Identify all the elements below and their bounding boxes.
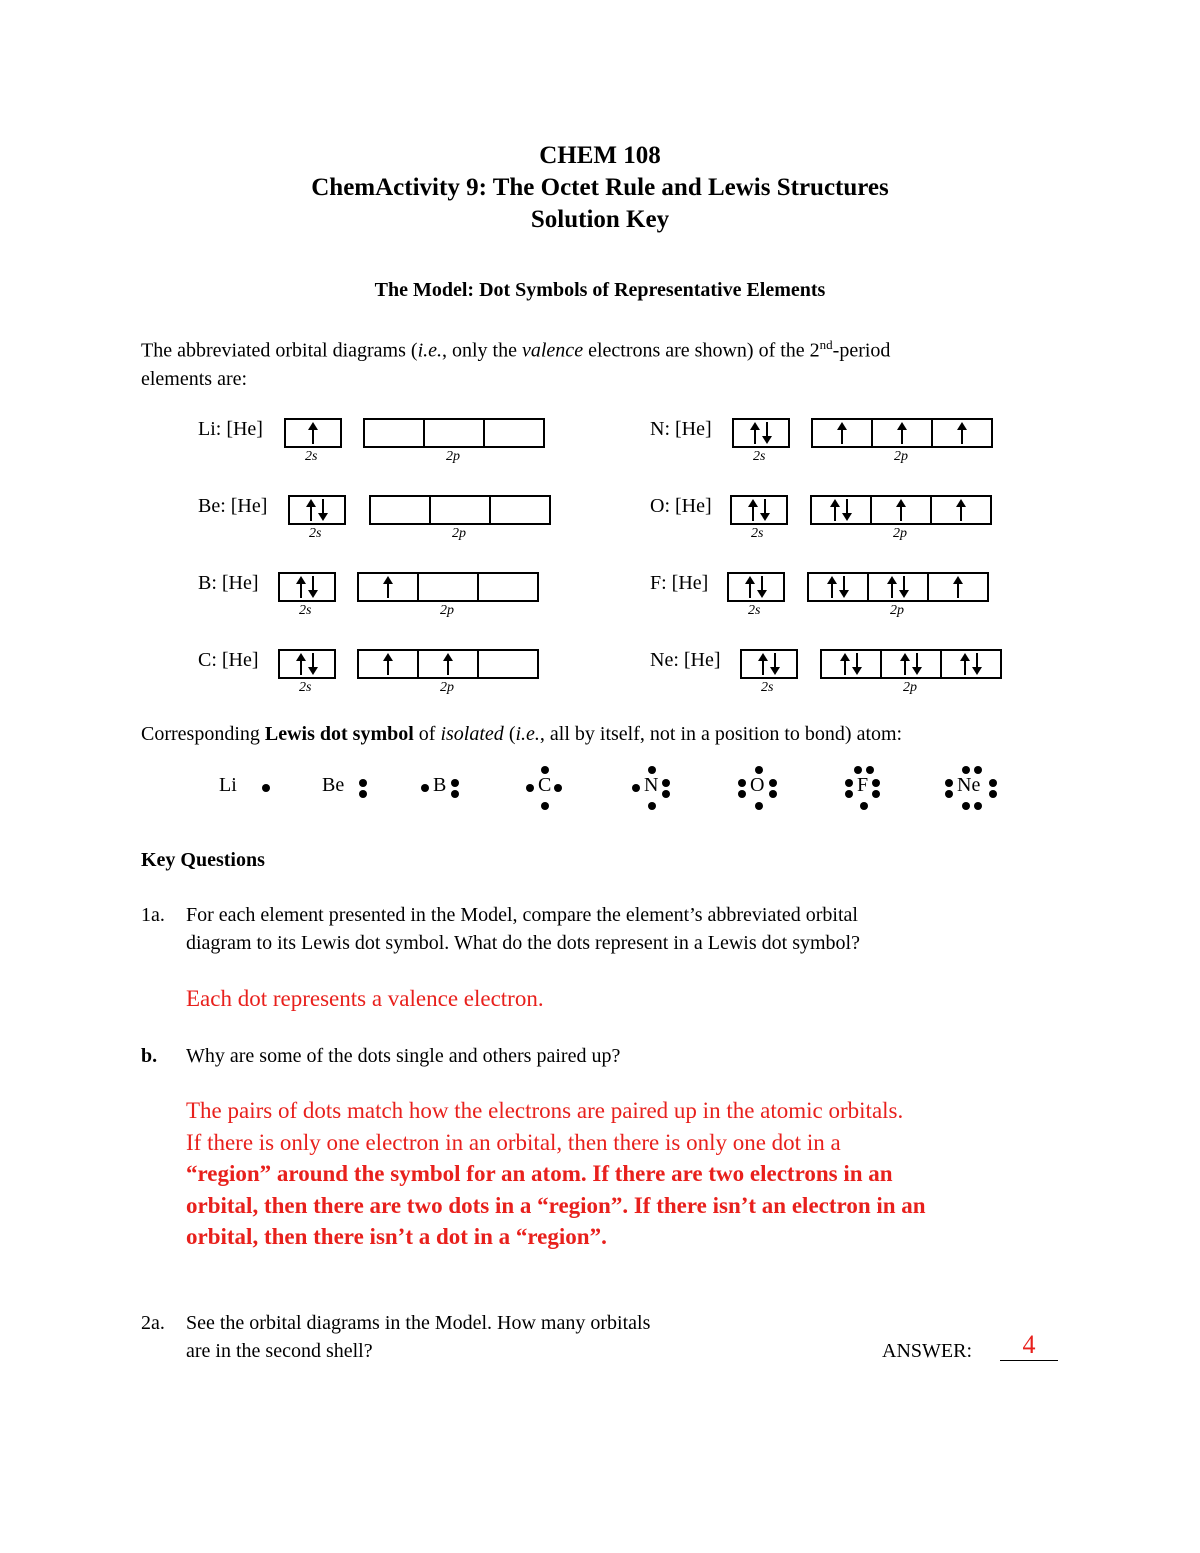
electron-dot [945, 779, 953, 787]
spin-up-arrow [952, 575, 964, 599]
question-2a-number: 2a. [141, 1312, 165, 1334]
orbital-2s-label: 2s [309, 526, 322, 541]
electron-dot [738, 790, 746, 798]
orbital-2s-box [740, 649, 798, 679]
orbital-occupancy [431, 497, 489, 523]
orbital-2s-label: 2s [751, 526, 764, 541]
element-label: Be: [He] [198, 495, 268, 517]
orbital-2s-box [288, 495, 346, 525]
element-label: F: [He] [650, 572, 709, 594]
spin-up-arrow [839, 652, 851, 676]
orbital-2s-box [732, 418, 790, 448]
electron-dot [974, 802, 982, 810]
element-label: O: [He] [650, 495, 712, 517]
model-heading: The Model: Dot Symbols of Representative Elements [374, 279, 826, 301]
electron-dot [989, 779, 997, 787]
spin-down-arrow [898, 575, 910, 599]
electron-dot [854, 766, 862, 774]
spin-up-arrow [826, 575, 838, 599]
orbital-occupancy [286, 420, 340, 446]
intro-superscript: nd [819, 337, 833, 352]
lewis-element-symbol: C [538, 774, 552, 796]
spin-up-arrow [895, 498, 907, 522]
model-intro [141, 331, 1061, 393]
orbital-2p-box [363, 418, 545, 448]
electron-dot [945, 790, 953, 798]
question-2a-text [186, 1309, 826, 1365]
orbital-2p-box [369, 495, 551, 525]
electron-dot [662, 779, 670, 787]
lewis-intro-text-3: ( [503, 723, 516, 745]
orbital-2s-label: 2s [299, 680, 312, 695]
lewis-intro-text-2: of [413, 723, 441, 745]
spin-up-arrow [382, 652, 394, 676]
electron-dot [845, 790, 853, 798]
element-label: N: [He] [650, 418, 712, 440]
question-2a-line2: are in the second shell? [186, 1340, 373, 1362]
electron-dot [860, 802, 868, 810]
lewis-intro-ie: i.e. [515, 723, 540, 745]
orbital-occupancy [371, 497, 429, 523]
spin-down-arrow [769, 652, 781, 676]
lewis-symbol-be [315, 762, 385, 812]
electron-dot [554, 784, 562, 792]
electron-dot [526, 784, 534, 792]
orbital-2p-box [357, 649, 539, 679]
spin-down-arrow [307, 575, 319, 599]
answer-1a: Each dot represents a valence electron. [186, 986, 544, 1011]
orbital-occupancy [280, 651, 334, 677]
orbital-occupancy [872, 497, 930, 523]
orbital-occupancy [932, 497, 990, 523]
lewis-intro [141, 720, 1091, 748]
spin-up-arrow [382, 575, 394, 599]
electron-dot [872, 779, 880, 787]
electron-dot [872, 790, 880, 798]
orbital-occupancy [734, 420, 788, 446]
answer-1b-line4: orbital, then there are two dots in a “region”. If there isn’t an electron in an [186, 1192, 926, 1218]
element-label: B: [He] [198, 572, 259, 594]
spin-down-arrow [756, 575, 768, 599]
answer-1b-line5: orbital, then there isn’t a dot in a “region”. [186, 1224, 607, 1249]
spin-down-arrow [971, 652, 983, 676]
orbital-2p-box [807, 572, 989, 602]
electron-dot [989, 790, 997, 798]
spin-down-arrow [759, 498, 771, 522]
electron-dot [632, 784, 640, 792]
orbital-2p-box [811, 418, 993, 448]
orbital-occupancy [809, 574, 867, 600]
orbital-occupancy [812, 497, 870, 523]
electron-dot [451, 779, 459, 787]
orbital-occupancy [479, 574, 537, 600]
orbital-occupancy [873, 420, 931, 446]
orbital-2p-label: 2p [446, 449, 460, 464]
electron-dot [451, 790, 459, 798]
orbital-2s-box [278, 572, 336, 602]
electron-dot [648, 766, 656, 774]
intro-text-line2: elements are: [141, 367, 248, 390]
orbital-occupancy [425, 420, 483, 446]
question-1a-line1: For each element presented in the Model, compare the element’s abbreviated orbital [186, 904, 858, 926]
orbital-2s-box [730, 495, 788, 525]
orbital-2s-label: 2s [761, 680, 774, 695]
spin-up-arrow [307, 421, 319, 445]
orbital-occupancy [822, 651, 880, 677]
spin-down-arrow [307, 652, 319, 676]
orbital-occupancy [942, 651, 1000, 677]
orbital-occupancy [419, 574, 477, 600]
orbital-2s-box [727, 572, 785, 602]
element-label: C: [He] [198, 649, 259, 671]
spin-up-arrow [747, 498, 759, 522]
orbital-2p-box [820, 649, 1002, 679]
lewis-element-symbol: Li [219, 774, 237, 796]
orbital-2p-label: 2p [894, 449, 908, 464]
lewis-symbol-n [618, 762, 688, 812]
electron-dot [262, 784, 270, 792]
orbital-occupancy [933, 420, 991, 446]
spin-up-arrow [829, 498, 841, 522]
question-2a-line1: See the orbital diagrams in the Model. How many orbitals [186, 1312, 651, 1334]
activity-title: ChemActivity 9: The Octet Rule and Lewis Structures [311, 174, 889, 201]
orbital-2s-label: 2s [305, 449, 318, 464]
lewis-intro-bold: Lewis dot symbol [264, 723, 414, 745]
intro-valence: valence [522, 339, 584, 362]
lewis-element-symbol: F [857, 774, 869, 796]
orbital-occupancy [485, 420, 543, 446]
orbital-occupancy [869, 574, 927, 600]
electron-dot [648, 802, 656, 810]
orbital-2p-box [357, 572, 539, 602]
question-1b-text: Why are some of the dots single and others paired up? [186, 1045, 621, 1067]
electron-dot [974, 766, 982, 774]
spin-up-arrow [305, 498, 317, 522]
spin-down-arrow [841, 498, 853, 522]
electron-dot [962, 766, 970, 774]
question-1a-number: 1a. [141, 904, 165, 926]
element-label: Ne: [He] [650, 649, 721, 671]
spin-up-arrow [896, 421, 908, 445]
lewis-element-symbol: Ne [957, 774, 981, 796]
orbital-occupancy [290, 497, 344, 523]
orbital-2s-label: 2s [753, 449, 766, 464]
orbital-2p-box [810, 495, 992, 525]
orbital-2p-label: 2p [903, 680, 917, 695]
spin-up-arrow [959, 652, 971, 676]
orbital-2p-label: 2p [452, 526, 466, 541]
electron-dot [755, 766, 763, 774]
orbital-2p-label: 2p [890, 603, 904, 618]
orbital-occupancy [929, 574, 987, 600]
answer-1b-line2: If there is only one electron in an orbital, then there is only one dot in a [186, 1129, 841, 1155]
answer-2a-blank [1000, 1332, 1058, 1361]
lewis-symbol-b [409, 762, 479, 812]
lewis-element-symbol: O [750, 774, 765, 796]
electron-dot [541, 802, 549, 810]
solution-key-subtitle: Solution Key [530, 206, 670, 233]
spin-up-arrow [836, 421, 848, 445]
electron-dot [541, 766, 549, 774]
electron-dot [421, 784, 429, 792]
electron-dot [755, 802, 763, 810]
lewis-element-symbol: N [644, 774, 659, 796]
answer-1b-line1: The pairs of dots match how the electrons are paired up in the atomic orbitals. [186, 1098, 904, 1123]
lewis-intro-isolated: isolated [440, 723, 504, 745]
orbital-2s-label: 2s [299, 603, 312, 618]
electron-dot [845, 779, 853, 787]
intro-text-4: -period [832, 339, 891, 362]
intro-ie: i.e. [417, 339, 442, 362]
spin-up-arrow [757, 652, 769, 676]
orbital-2p-label: 2p [440, 603, 454, 618]
spin-up-arrow [442, 652, 454, 676]
spin-up-arrow [956, 421, 968, 445]
lewis-element-symbol: Be [322, 774, 345, 796]
orbital-occupancy [742, 651, 796, 677]
answer-1b [186, 1095, 1186, 1253]
orbital-2s-label: 2s [748, 603, 761, 618]
lewis-intro-text-1: Corresponding [141, 723, 265, 745]
spin-up-arrow [295, 575, 307, 599]
element-label: Li: [He] [198, 418, 263, 440]
orbital-2s-box [284, 418, 342, 448]
orbital-occupancy [359, 574, 417, 600]
electron-dot [662, 790, 670, 798]
spin-down-arrow [838, 575, 850, 599]
electron-dot [769, 790, 777, 798]
spin-up-arrow [749, 421, 761, 445]
question-1a-line2: diagram to its Lewis dot symbol. What do the dots represent in a Lewis dot symbol? [186, 932, 860, 954]
spin-up-arrow [955, 498, 967, 522]
orbital-occupancy [729, 574, 783, 600]
intro-text-2: , only the [442, 339, 522, 362]
lewis-symbol-o [725, 762, 795, 812]
answer-2a-value: 4 [1022, 1330, 1036, 1359]
orbital-occupancy [813, 420, 871, 446]
lewis-symbol-c [512, 762, 582, 812]
orbital-occupancy [359, 651, 417, 677]
orbital-2p-label: 2p [440, 680, 454, 695]
intro-text-1: The abbreviated orbital diagrams ( [141, 339, 418, 362]
orbital-occupancy [491, 497, 549, 523]
spin-up-arrow [295, 652, 307, 676]
orbital-occupancy [280, 574, 334, 600]
spin-down-arrow [851, 652, 863, 676]
orbital-occupancy [882, 651, 940, 677]
course-title: CHEM 108 [539, 142, 661, 169]
spin-down-arrow [317, 498, 329, 522]
electron-dot [769, 779, 777, 787]
lewis-symbol-f [830, 762, 900, 812]
electron-dot [738, 779, 746, 787]
question-1a-text [186, 901, 1066, 957]
intro-text-3: electrons are shown) of the 2 [583, 339, 820, 362]
electron-dot [359, 790, 367, 798]
answer-1b-line3: “region” around the symbol for an atom. If there are two electrons in an [186, 1161, 893, 1186]
orbital-occupancy [419, 651, 477, 677]
orbital-occupancy [479, 651, 537, 677]
lewis-symbol-li [212, 762, 282, 812]
spin-down-arrow [911, 652, 923, 676]
electron-dot [866, 766, 874, 774]
answer-2a-label: ANSWER: [882, 1340, 972, 1362]
lewis-symbol-ne [935, 762, 1005, 812]
spin-up-arrow [744, 575, 756, 599]
key-questions-heading: Key Questions [141, 849, 265, 871]
electron-dot [359, 779, 367, 787]
orbital-occupancy [365, 420, 423, 446]
spin-up-arrow [899, 652, 911, 676]
question-1b-number: b. [141, 1045, 158, 1067]
orbital-2s-box [278, 649, 336, 679]
spin-up-arrow [886, 575, 898, 599]
lewis-element-symbol: B [433, 774, 447, 796]
electron-dot [962, 802, 970, 810]
orbital-2p-label: 2p [893, 526, 907, 541]
orbital-occupancy [732, 497, 786, 523]
lewis-intro-text-4: , all by itself, not in a position to bond) atom: [539, 723, 903, 745]
spin-down-arrow [761, 421, 773, 445]
